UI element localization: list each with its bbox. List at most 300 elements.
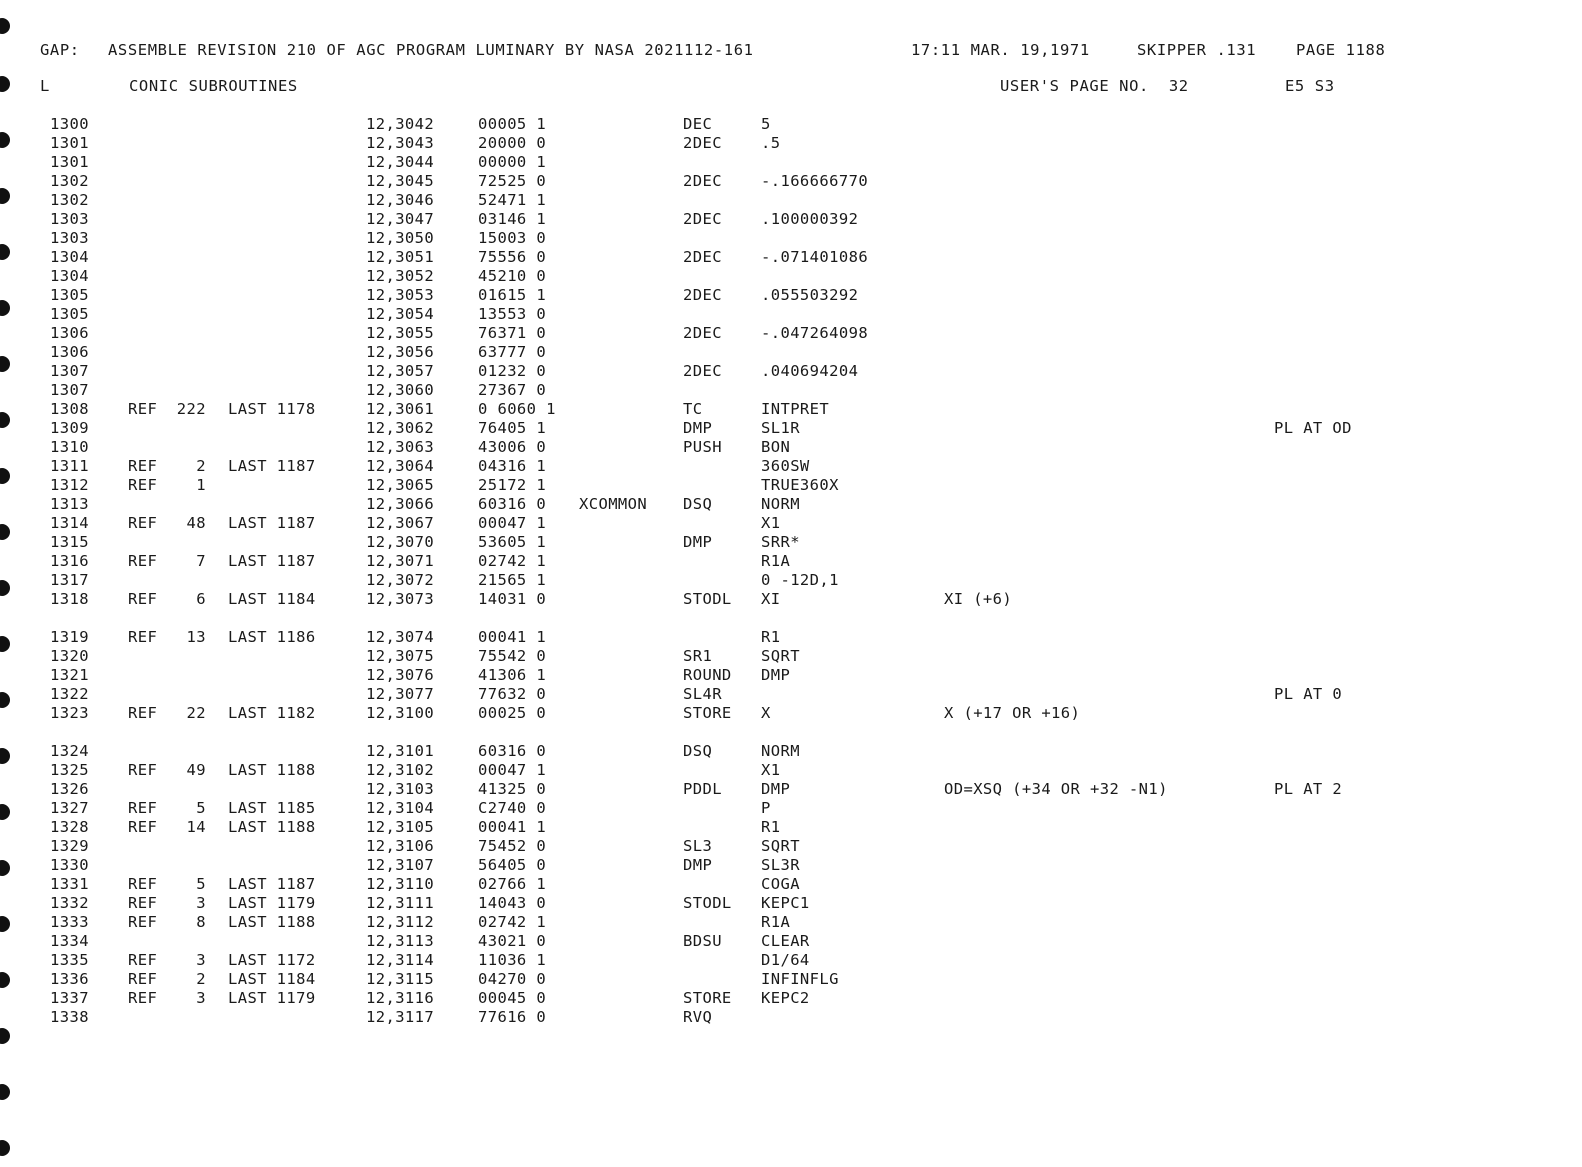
users-page-number: USER'S PAGE NO. 32 <box>1000 77 1189 95</box>
opcode: DSQ <box>683 742 713 760</box>
opcode: STODL <box>683 894 732 912</box>
listing-row <box>0 856 1582 875</box>
listing-row <box>0 305 1582 324</box>
ref-label: REF <box>128 552 158 570</box>
assembly-datetime: 17:11 MAR. 19,1971 <box>911 41 1090 59</box>
listing-row <box>0 571 1582 590</box>
octal-word: 60316 0 <box>478 742 547 760</box>
line-number: 1307 <box>50 381 89 399</box>
assembly-title: ASSEMBLE REVISION 210 OF AGC PROGRAM LUMINARY BY NASA 2021112-161 <box>108 41 754 59</box>
memory-address: 12,3111 <box>366 894 435 912</box>
octal-word: 72525 0 <box>478 172 547 190</box>
operand: -.071401086 <box>761 248 869 266</box>
listing-row <box>0 913 1582 932</box>
page-subheader <box>40 77 1540 99</box>
memory-address: 12,3112 <box>366 913 435 931</box>
octal-word: 0 6060 1 <box>478 400 556 418</box>
ref-label: REF <box>128 400 158 418</box>
memory-address: 12,3072 <box>366 571 435 589</box>
operand: .100000392 <box>761 210 859 228</box>
octal-word: 03146 1 <box>478 210 547 228</box>
memory-address: 12,3067 <box>366 514 435 532</box>
ref-count: 1 <box>196 476 206 494</box>
assembler-name: GAP: <box>40 41 80 59</box>
memory-address: 12,3053 <box>366 286 435 304</box>
operand: 360SW <box>761 457 810 475</box>
symbol-label: XCOMMON <box>579 495 648 513</box>
opcode: STORE <box>683 989 732 1007</box>
line-number: 1305 <box>50 286 89 304</box>
octal-word: 00047 1 <box>478 761 547 779</box>
listing-row <box>0 381 1582 400</box>
listing-row <box>0 951 1582 970</box>
line-number: 1309 <box>50 419 89 437</box>
ref-count: 49 <box>186 761 206 779</box>
octal-word: 76371 0 <box>478 324 547 342</box>
line-number: 1329 <box>50 837 89 855</box>
memory-address: 12,3106 <box>366 837 435 855</box>
line-number: 1308 <box>50 400 89 418</box>
octal-word: 25172 1 <box>478 476 547 494</box>
octal-word: 27367 0 <box>478 381 547 399</box>
ref-label: REF <box>128 989 158 1007</box>
ref-label: REF <box>128 913 158 931</box>
memory-address: 12,3073 <box>366 590 435 608</box>
operand: R1A <box>761 913 791 931</box>
opcode: 2DEC <box>683 286 722 304</box>
opcode: PUSH <box>683 438 722 456</box>
opcode: DMP <box>683 856 713 874</box>
listing-row <box>0 799 1582 818</box>
operand: D1/64 <box>761 951 810 969</box>
ref-count: 22 <box>186 704 206 722</box>
line-number: 1320 <box>50 647 89 665</box>
pushdown-note: PL AT OD <box>1274 419 1352 437</box>
ref-count: 8 <box>196 913 206 931</box>
operand: KEPC2 <box>761 989 810 1007</box>
line-number: 1336 <box>50 970 89 988</box>
operand: X1 <box>761 514 781 532</box>
opcode: STODL <box>683 590 732 608</box>
octal-word: 14031 0 <box>478 590 547 608</box>
ref-label: REF <box>128 894 158 912</box>
octal-word: 15003 0 <box>478 229 547 247</box>
sprocket-hole <box>0 1140 10 1156</box>
listing-row <box>0 837 1582 856</box>
ref-count: 48 <box>186 514 206 532</box>
opcode: STORE <box>683 704 732 722</box>
opcode: DEC <box>683 115 713 133</box>
line-number: 1310 <box>50 438 89 456</box>
listing-row <box>0 267 1582 286</box>
line-number: 1337 <box>50 989 89 1007</box>
operand: SRR* <box>761 533 800 551</box>
octal-word: 00041 1 <box>478 818 547 836</box>
operand: SQRT <box>761 647 800 665</box>
memory-address: 12,3063 <box>366 438 435 456</box>
line-number: 1313 <box>50 495 89 513</box>
memory-address: 12,3070 <box>366 533 435 551</box>
opcode: 2DEC <box>683 210 722 228</box>
sprocket-hole <box>0 76 10 92</box>
octal-word: 01615 1 <box>478 286 547 304</box>
sprocket-hole <box>0 1084 10 1100</box>
operand: INFINFLG <box>761 970 839 988</box>
pushdown-note: PL AT 2 <box>1274 780 1343 798</box>
section-title: CONIC SUBROUTINES <box>129 77 298 95</box>
line-number: 1314 <box>50 514 89 532</box>
octal-word: 43006 0 <box>478 438 547 456</box>
octal-word: 00047 1 <box>478 514 547 532</box>
page-number: PAGE 1188 <box>1296 41 1386 59</box>
line-number: 1319 <box>50 628 89 646</box>
opcode: 2DEC <box>683 248 722 266</box>
last-reference: LAST 1185 <box>228 799 316 817</box>
ref-count: 7 <box>196 552 206 570</box>
octal-word: 41306 1 <box>478 666 547 684</box>
comment: OD=XSQ (+34 OR +32 -N1) <box>944 780 1168 798</box>
operand: DMP <box>761 666 791 684</box>
bank-code: E5 S3 <box>1285 77 1335 95</box>
listing-row <box>0 134 1582 153</box>
operand: COGA <box>761 875 800 893</box>
operand: 5 <box>761 115 771 133</box>
line-number: 1323 <box>50 704 89 722</box>
opcode: SL4R <box>683 685 722 703</box>
ref-count: 14 <box>186 818 206 836</box>
ref-label: REF <box>128 761 158 779</box>
opcode: BDSU <box>683 932 722 950</box>
octal-word: 00000 1 <box>478 153 547 171</box>
operand: X <box>761 704 771 722</box>
operand: CLEAR <box>761 932 810 950</box>
line-number: 1317 <box>50 571 89 589</box>
listing-row <box>0 704 1582 723</box>
opcode: RVQ <box>683 1008 713 1026</box>
memory-address: 12,3113 <box>366 932 435 950</box>
line-number: 1312 <box>50 476 89 494</box>
last-reference: LAST 1182 <box>228 704 316 722</box>
octal-word: 77632 0 <box>478 685 547 703</box>
opcode: 2DEC <box>683 172 722 190</box>
last-reference: LAST 1184 <box>228 590 316 608</box>
opcode: 2DEC <box>683 362 722 380</box>
ref-count: 5 <box>196 799 206 817</box>
opcode: DMP <box>683 419 713 437</box>
ref-label: REF <box>128 818 158 836</box>
octal-word: 63777 0 <box>478 343 547 361</box>
line-number: 1332 <box>50 894 89 912</box>
opcode: PDDL <box>683 780 722 798</box>
listing-row <box>0 419 1582 438</box>
line-number: 1315 <box>50 533 89 551</box>
operand: -.047264098 <box>761 324 869 342</box>
ref-label: REF <box>128 628 158 646</box>
listing-row <box>0 761 1582 780</box>
ref-count: 3 <box>196 951 206 969</box>
comment: X (+17 OR +16) <box>944 704 1081 722</box>
line-number: 1330 <box>50 856 89 874</box>
ref-count: 2 <box>196 457 206 475</box>
user-name: SKIPPER .131 <box>1137 41 1257 59</box>
operand: -.166666770 <box>761 172 869 190</box>
ref-count: 2 <box>196 970 206 988</box>
octal-word: 00045 0 <box>478 989 547 1007</box>
ref-count: 5 <box>196 875 206 893</box>
ref-label: REF <box>128 799 158 817</box>
ref-count: 3 <box>196 894 206 912</box>
operand: SL3R <box>761 856 800 874</box>
line-number: 1335 <box>50 951 89 969</box>
line-number: 1318 <box>50 590 89 608</box>
page-header <box>40 41 1540 63</box>
last-reference: LAST 1178 <box>228 400 316 418</box>
opcode: TC <box>683 400 703 418</box>
memory-address: 12,3107 <box>366 856 435 874</box>
listing-row <box>0 172 1582 191</box>
line-number: 1324 <box>50 742 89 760</box>
memory-address: 12,3101 <box>366 742 435 760</box>
listing-row <box>0 324 1582 343</box>
octal-word: 14043 0 <box>478 894 547 912</box>
listing-row <box>0 533 1582 552</box>
listing-row <box>0 1008 1582 1027</box>
last-reference: LAST 1188 <box>228 913 316 931</box>
operand: SL1R <box>761 419 800 437</box>
octal-word: 43021 0 <box>478 932 547 950</box>
listing-row <box>0 742 1582 761</box>
listing-row <box>0 666 1582 685</box>
memory-address: 12,3077 <box>366 685 435 703</box>
octal-word: 21565 1 <box>478 571 547 589</box>
line-number: 1338 <box>50 1008 89 1026</box>
opcode: DMP <box>683 533 713 551</box>
line-number: 1306 <box>50 343 89 361</box>
memory-address: 12,3076 <box>366 666 435 684</box>
sprocket-hole <box>0 18 10 34</box>
octal-word: 75542 0 <box>478 647 547 665</box>
memory-address: 12,3104 <box>366 799 435 817</box>
listing-row <box>0 818 1582 837</box>
last-reference: LAST 1179 <box>228 989 316 1007</box>
listing-row <box>0 286 1582 305</box>
operand: .5 <box>761 134 781 152</box>
octal-word: 75452 0 <box>478 837 547 855</box>
last-reference: LAST 1187 <box>228 875 316 893</box>
memory-address: 12,3066 <box>366 495 435 513</box>
listing-row <box>0 685 1582 704</box>
ref-label: REF <box>128 590 158 608</box>
opcode: DSQ <box>683 495 713 513</box>
memory-address: 12,3046 <box>366 191 435 209</box>
listing-row <box>0 362 1582 381</box>
last-reference: LAST 1172 <box>228 951 316 969</box>
memory-address: 12,3044 <box>366 153 435 171</box>
octal-word: 02742 1 <box>478 552 547 570</box>
octal-word: 75556 0 <box>478 248 547 266</box>
listing-row <box>0 514 1582 533</box>
line-number: 1304 <box>50 267 89 285</box>
line-number: 1322 <box>50 685 89 703</box>
operand: R1A <box>761 552 791 570</box>
operand: .055503292 <box>761 286 859 304</box>
octal-word: 45210 0 <box>478 267 547 285</box>
last-reference: LAST 1184 <box>228 970 316 988</box>
ref-label: REF <box>128 970 158 988</box>
octal-word: 56405 0 <box>478 856 547 874</box>
memory-address: 12,3075 <box>366 647 435 665</box>
listing-row <box>0 552 1582 571</box>
octal-word: C2740 0 <box>478 799 547 817</box>
memory-address: 12,3103 <box>366 780 435 798</box>
ref-label: REF <box>128 457 158 475</box>
ref-label: REF <box>128 476 158 494</box>
comment: XI (+6) <box>944 590 1013 608</box>
memory-address: 12,3045 <box>366 172 435 190</box>
last-reference: LAST 1186 <box>228 628 316 646</box>
operand: TRUE360X <box>761 476 839 494</box>
listing-row <box>0 343 1582 362</box>
opcode: ROUND <box>683 666 732 684</box>
operand: R1 <box>761 628 781 646</box>
memory-address: 12,3047 <box>366 210 435 228</box>
memory-address: 12,3043 <box>366 134 435 152</box>
operand: DMP <box>761 780 791 798</box>
last-reference: LAST 1179 <box>228 894 316 912</box>
memory-address: 12,3052 <box>366 267 435 285</box>
memory-address: 12,3116 <box>366 989 435 1007</box>
octal-word: 02742 1 <box>478 913 547 931</box>
line-number: 1334 <box>50 932 89 950</box>
opcode: 2DEC <box>683 134 722 152</box>
listing-row <box>0 457 1582 476</box>
octal-word: 02766 1 <box>478 875 547 893</box>
listing-row <box>0 875 1582 894</box>
ref-label: REF <box>128 704 158 722</box>
operand: BON <box>761 438 791 456</box>
octal-word: 76405 1 <box>478 419 547 437</box>
line-number: 1331 <box>50 875 89 893</box>
operand: R1 <box>761 818 781 836</box>
octal-word: 11036 1 <box>478 951 547 969</box>
octal-word: 53605 1 <box>478 533 547 551</box>
octal-word: 52471 1 <box>478 191 547 209</box>
memory-address: 12,3071 <box>366 552 435 570</box>
octal-word: 41325 0 <box>478 780 547 798</box>
listing-row <box>0 495 1582 514</box>
listing-row <box>0 400 1582 419</box>
line-number: 1304 <box>50 248 89 266</box>
octal-word: 13553 0 <box>478 305 547 323</box>
listing-row <box>0 153 1582 172</box>
memory-address: 12,3051 <box>366 248 435 266</box>
octal-word: 00041 1 <box>478 628 547 646</box>
line-number: 1300 <box>50 115 89 133</box>
operand: NORM <box>761 495 800 513</box>
listing-row <box>0 780 1582 799</box>
last-reference: LAST 1187 <box>228 457 316 475</box>
listing-row <box>0 210 1582 229</box>
memory-address: 12,3100 <box>366 704 435 722</box>
line-number: 1303 <box>50 229 89 247</box>
memory-address: 12,3062 <box>366 419 435 437</box>
memory-address: 12,3114 <box>366 951 435 969</box>
memory-address: 12,3055 <box>366 324 435 342</box>
pushdown-note: PL AT 0 <box>1274 685 1343 703</box>
memory-address: 12,3054 <box>366 305 435 323</box>
memory-address: 12,3056 <box>366 343 435 361</box>
listing-row <box>0 647 1582 666</box>
line-number: 1325 <box>50 761 89 779</box>
opcode: SR1 <box>683 647 713 665</box>
listing-row <box>0 894 1582 913</box>
octal-word: 04270 0 <box>478 970 547 988</box>
opcode: 2DEC <box>683 324 722 342</box>
listing-row <box>0 115 1582 134</box>
operand: 0 -12D,1 <box>761 571 839 589</box>
operand: .040694204 <box>761 362 859 380</box>
listing-row <box>0 438 1582 457</box>
ref-count: 222 <box>176 400 206 418</box>
line-number: 1301 <box>50 153 89 171</box>
listing-row <box>0 229 1582 248</box>
ref-count: 13 <box>186 628 206 646</box>
line-number: 1327 <box>50 799 89 817</box>
opcode: SL3 <box>683 837 713 855</box>
operand: SQRT <box>761 837 800 855</box>
operand: INTPRET <box>761 400 830 418</box>
memory-address: 12,3042 <box>366 115 435 133</box>
octal-word: 00025 0 <box>478 704 547 722</box>
line-number: 1302 <box>50 172 89 190</box>
line-number: 1303 <box>50 210 89 228</box>
listing-flag: L <box>40 77 50 95</box>
line-number: 1328 <box>50 818 89 836</box>
memory-address: 12,3117 <box>366 1008 435 1026</box>
memory-address: 12,3057 <box>366 362 435 380</box>
operand: NORM <box>761 742 800 760</box>
octal-word: 77616 0 <box>478 1008 547 1026</box>
memory-address: 12,3064 <box>366 457 435 475</box>
octal-word: 00005 1 <box>478 115 547 133</box>
listing-row <box>0 476 1582 495</box>
listing-row <box>0 248 1582 267</box>
line-number: 1333 <box>50 913 89 931</box>
octal-word: 04316 1 <box>478 457 547 475</box>
listing-row <box>0 628 1582 647</box>
listing-row <box>0 989 1582 1008</box>
line-number: 1305 <box>50 305 89 323</box>
ref-count: 3 <box>196 989 206 1007</box>
line-number: 1307 <box>50 362 89 380</box>
sprocket-hole <box>0 1028 10 1044</box>
line-number: 1306 <box>50 324 89 342</box>
ref-count: 6 <box>196 590 206 608</box>
line-number: 1321 <box>50 666 89 684</box>
line-number: 1326 <box>50 780 89 798</box>
memory-address: 12,3060 <box>366 381 435 399</box>
last-reference: LAST 1188 <box>228 818 316 836</box>
memory-address: 12,3074 <box>366 628 435 646</box>
line-number: 1311 <box>50 457 89 475</box>
operand: KEPC1 <box>761 894 810 912</box>
memory-address: 12,3110 <box>366 875 435 893</box>
line-number: 1301 <box>50 134 89 152</box>
listing-row <box>0 191 1582 210</box>
ref-label: REF <box>128 951 158 969</box>
ref-label: REF <box>128 875 158 893</box>
octal-word: 20000 0 <box>478 134 547 152</box>
